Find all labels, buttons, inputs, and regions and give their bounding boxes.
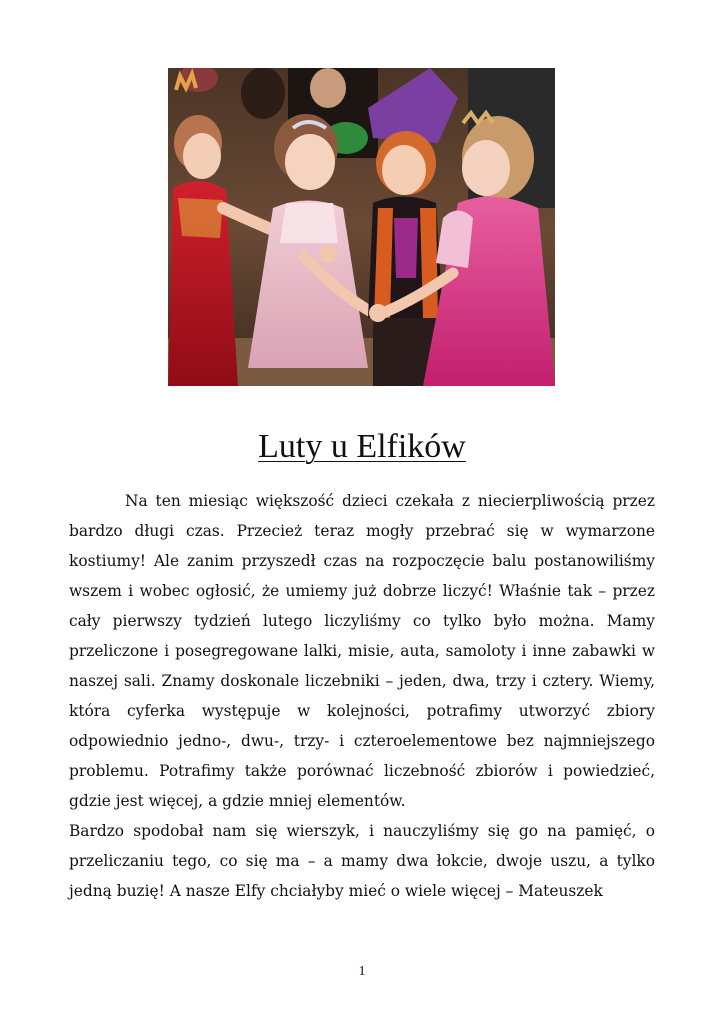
document-body [69,486,655,906]
document-title: Luty u Elfików [258,428,466,465]
photo-illustration [168,68,555,386]
page-number: 1 [358,964,366,979]
paragraph-1: Na ten miesiąc większość dzieci czekała z niecierpliwością przez bardzo długi czas. Przecież teraz mogły przebrać się w wymarzone kostiumy! Ale zanim przyszedł czas na rozpoczęcie balu postanowiliśmy wszem i wobec ogłosić, że umiemy już dobrze liczyć! Właśnie tak – przez cały pierwszy tydzień lutego liczyliśmy co tylko było można. Mamy przeliczone i posegregowane lalki, misie, auta, samoloty i inne zabawki w naszej sali. Znamy doskonale liczebniki – jeden, dwa, trzy i cztery. Wiemy, która cyferka występuje w kolejności, potrafimy utworzyć zbiory odpowiednio jedno-, dwu-, trzy- i czteroelementowe bez najmniejszego problemu. Potrafimy także porównać liczebność zbiorów i powiedzieć, gdzie jest więcej, a gdzie mniej elementów. [69,492,655,810]
paragraph-2: Bardzo spodobał nam się wierszyk, i nauczyliśmy się go na pamięć, o przeliczaniu tego, co się ma – a mamy dwa łokcie, dwoje uszu, a tylko jedną buzię! A nasze Elfy chciałyby mieć o wiele więcej – Mateuszek [69,822,655,900]
photo-children-costume-party [168,68,555,386]
